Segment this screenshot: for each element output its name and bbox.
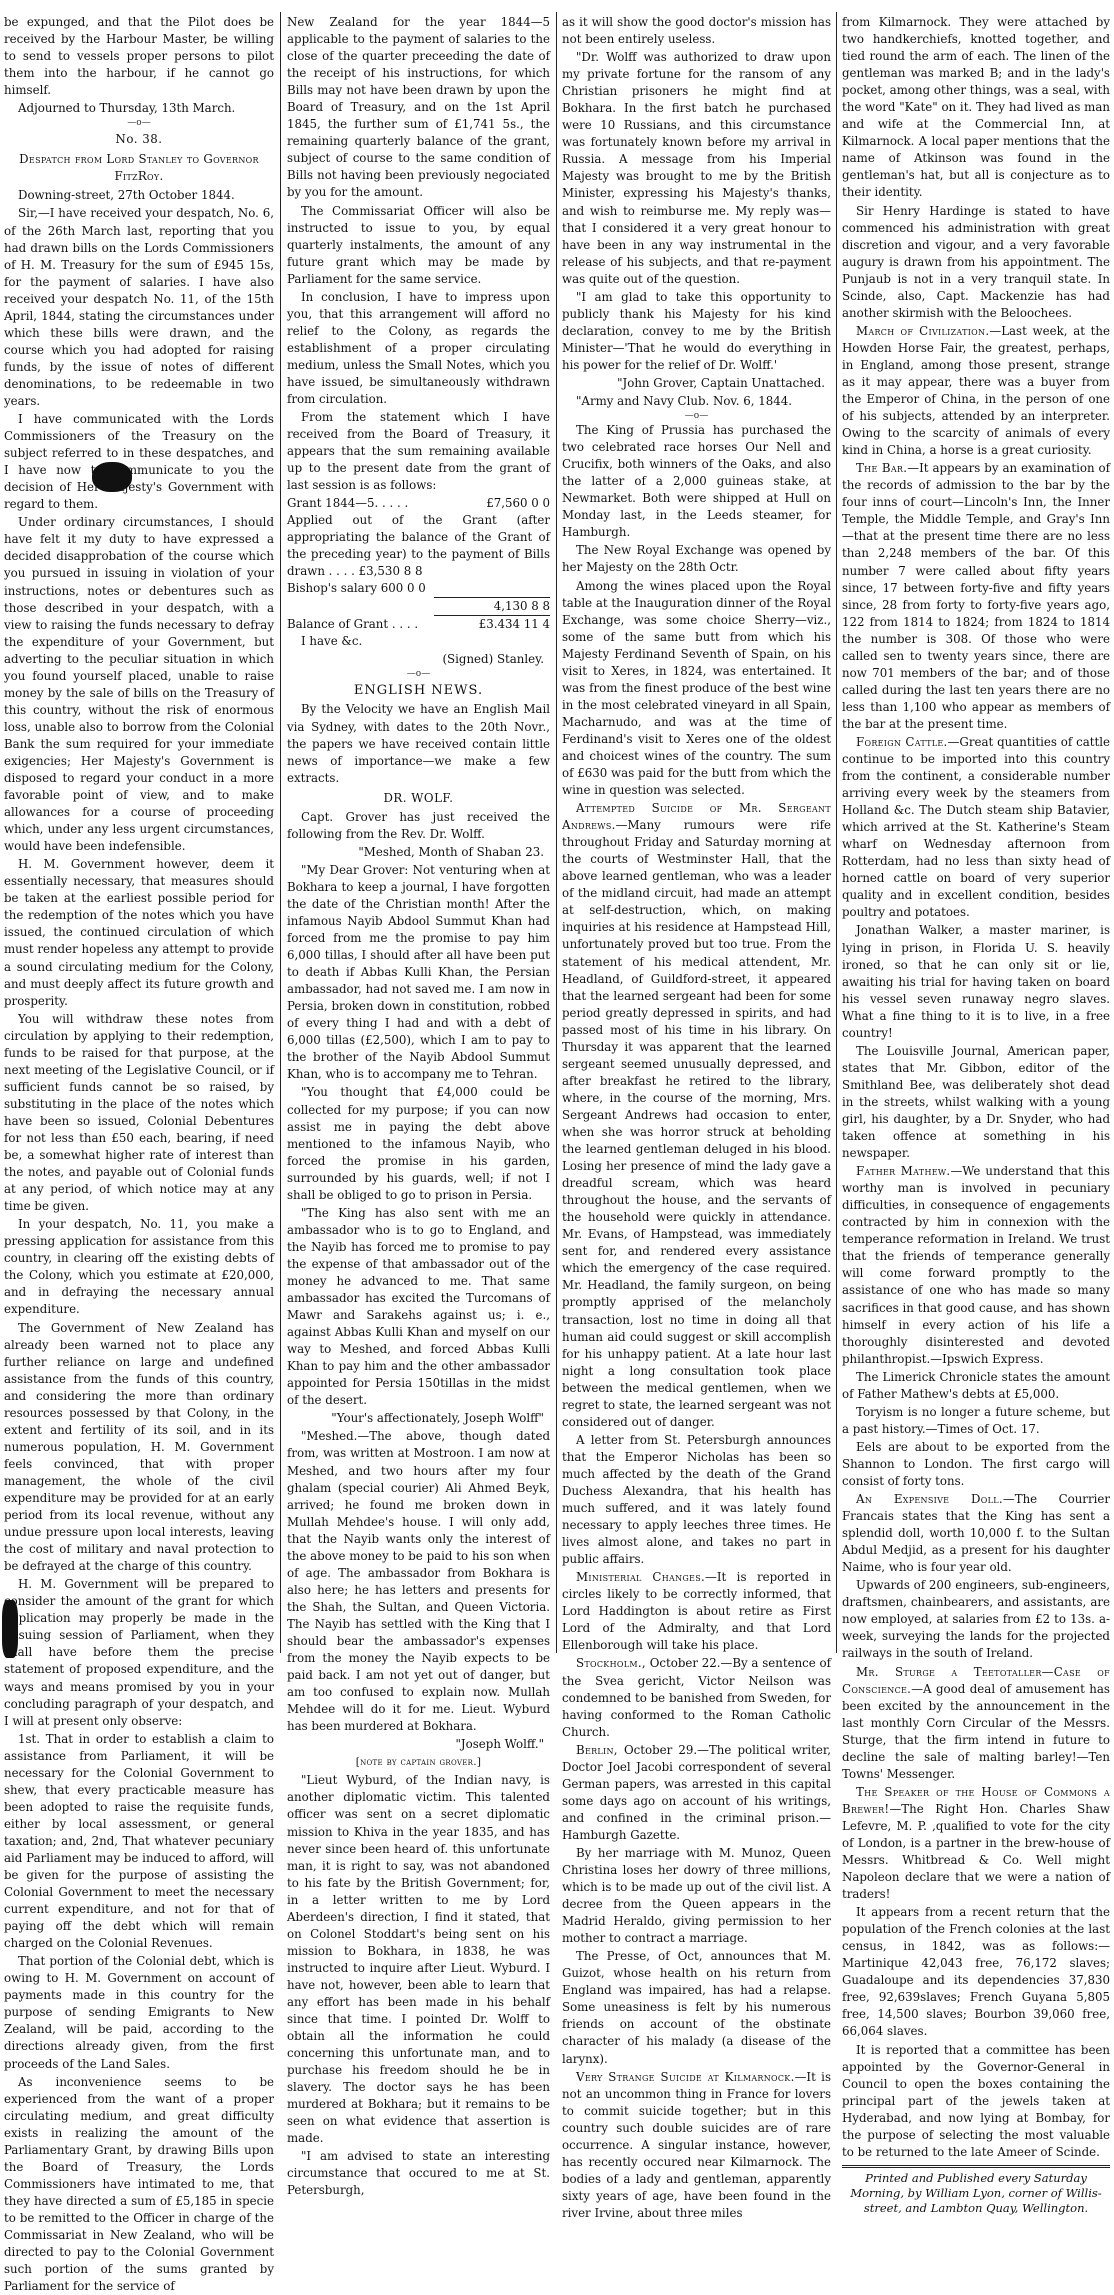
paragraph: Among the wines placed upon the Royal table at the Inauguration dinner of the Royal Exchange, was some choice Sherry—viz., some of the same butt from which his Majesty Ferdinand Seventh of Spain, on his visit to Xeres, in 1824, was entertained. It was from the finest produce of the best wine in the most celebrated vineyard in all Spain, Macharnudo, and was at the time of Ferdinand's visit to Xeres one of the oldest and choicest wines of the country. The sum of £630 was paid for the butt from which the wine in question was selected.	[562, 578, 831, 798]
item-number: No. 38.	[115, 132, 163, 147]
paragraph: "I am glad to take this opportunity to publicly thank his Majesty for his kind declaration, convey to me by the British Minister—'That he would do everything in his power for the relief of Dr. Wolff.'	[562, 289, 831, 372]
article-heading: Foreign Cattle.	[856, 734, 948, 749]
column-4	[842, 14, 1110, 2215]
article-heading: Very Strange Suicide at Kilmarnock.	[576, 2069, 795, 2084]
paragraph: That portion of the Colonial debt, which is owing to H. M. Government on account of payments made in this country for the purpose of sending Emigrants to New Zealand, will be paid, according to the directions already given, from the first proceeds of the Land Sales.	[4, 1954, 274, 2071]
paragraph	[562, 2069, 831, 2222]
article-body: October 29.—The political writer, Doctor Joel Jacobi correspondent of several German papers, was arrested in this capital some days ago on account of his writings, and confined in the criminal prison.—Hamburgh Gazette.	[562, 1742, 832, 1842]
paragraph: 1st. That in order to establish a claim to assistance from Parliament, it will be necessary for the Colonial Government to shew, that every practicable measure has been adopted to raise the requisite funds, either by local assessment, or general taxation; and, 2nd, That whatever pecuniary aid Parliament may be induced to afford, will be given for the purpose of assisting the Colonial Government to meet the necessary current expenditure, and not for that of paying off the debt which will remain charged on the Colonial Revenues.	[4, 1731, 274, 1951]
paragraph: from Kilmarnock. They were attached by two handkerchiefs, knotted together, and tied round the arm of each. The linen of the gentleman was marked B; and in the lady's pocket, among other things, was a seal, with the word "Kate" on it. They had lived as man and wife at the Commercial Inn, at Kilmarnock. A local paper mentions that the name of Atkinson was found in the gentleman's hat, but all is conjecture as to their identity.	[842, 15, 1110, 200]
separator: —o—	[406, 669, 431, 680]
column-rule	[280, 12, 281, 1653]
note-heading: [note by captain grover.]	[355, 1756, 482, 1769]
article-heading: Stockholm.,	[576, 1656, 646, 1671]
paragraph	[842, 1163, 1110, 1368]
paragraph: "I am advised to state an interesting circumstance that occured to me at St. Petersburgh,	[287, 2149, 550, 2198]
paragraph: The Presse, of Oct, announces that M. Guizot, whose health on his return from England was impaired, has had a relapse. Some uneasiness is felt by his numerous friends on account of the obstinate character of his malady (a disease of the larynx).	[562, 1949, 831, 2066]
account-label: Bishop's salary 600 0 0	[287, 581, 426, 596]
column-3	[562, 14, 832, 2220]
paragraph: The New Royal Exchange was opened by her Majesty on the 28th Octr.	[562, 543, 831, 575]
article-body: —Last week, at the Howden Horse Fair, the greatest, perhaps, in England, among those present, strange as it may appear, there was a buyer from the Emperor of China, in the person of one of his subjects, attended by an interpreter. Owing to the scarcity of animals of every kind in China, a horse is a great curiosity.	[842, 323, 1110, 458]
paragraph	[842, 1784, 1110, 1903]
signature: "John Grover, Captain Unattached.	[617, 375, 825, 390]
paragraph	[842, 1491, 1110, 1576]
article-heading: Ministerial Changes.	[576, 1570, 706, 1585]
account-label: Applied out of the Grant (after appropriating the balance of the Grant of the preceding year) to the payment of Bills drawn . . . . £3,530 8 8	[287, 513, 550, 579]
paragraph: New Zealand for the year 1844—5 applicable to the payment of salaries to the close of the quarter preceeding the date of the receipt of his instructions, for which Bills may not have been drawn by upon the Board of Treasury, and on the 1st April 1845, the further sum of £1,741 5s., the remaining quarterly balance of the grant, subject of course to the same condition of Bills not having been previously negociated by you for the amount.	[287, 15, 550, 200]
article-body: —It is not an uncommon thing in France for lovers to commit suicide together; but in this country such double suicides are of rare occurrence. A singular instance, however, has recently occured near Kilmarnock. The bodies of a lady and gentleman, apparently sixty years of age, have been found in the river Irvine, about three miles	[562, 2069, 831, 2220]
article-heading: March of Civilization.	[856, 323, 990, 338]
paragraph: Sir Henry Hardinge is stated to have commenced his administration with great discretion and vigour, and a very favorable augury is drawn from his appointment. The Punjaub is not in a very tranquil state. In Scinde, also, Capt. Mackenzie has had another skirmish with the Beloochees.	[842, 203, 1110, 320]
article-body: —The Right Hon. Charles Shaw Lefevre, M. P. ,qualified to vote for the city of London, is a partner in the brew-house of Messrs. Whitbread & Co. Well might Napoleon declare that we were a nation of traders!	[842, 1801, 1110, 1902]
account-label: Grant 1844—5. . . . .	[287, 496, 409, 511]
article-heading: Attempted Suicide of Mr. Sergeant Andrews.	[562, 801, 831, 833]
paragraph	[562, 1569, 831, 1654]
paragraph: "Meshed.—The above, though dated from, was written at Mostroon. I am now at Meshed, and two hours after my four ghalam (special courier) Ali Ahmed Beyk, arrived; he found me broken down in Mullah Mehdee's house. I will only add, that the Nayib wants only the interest of the above money to be paid to his son when of age. The ambassador from Bokhara is also here; he has letters and presents for the Shah, the Sultan, and Queen Victoria. The Nayib has settled with the King that I should bear the ambassador's expenses from the money the Nayib expects to be paid back. I am not yet out of danger, but am too confused to explain now. Mullah Mehdee will do it for me. Lieut. Wyburd has been murdered at Bokhara.	[287, 1429, 550, 1734]
paragraph: The Limerick Chronicle states the amount of Father Mathew's debts at £5,000.	[842, 1369, 1110, 1401]
paragraph: Jonathan Walker, a master mariner, is lying in prison, in Florida U. S. heavily ironed, so that he can only sit or lie, awaiting his trial for having taken on board his vessel seven runaway negro slaves. What a fine thing to it is to live, in a free country!	[842, 923, 1110, 1040]
paragraph: "Dr. Wolff was authorized to draw upon my private fortune for the ransom of any Christian prisoners he might find at Bokhara. In the first batch he purchased were 10 Russians, and this circumstance was fortunately known before my arrival in Russia. A message from his Imperial Majesty was brought to me by the British Minister, expressing his Majesty's thanks, and wish to reimburse me. My reply was—that I considered it a very great honour to have been in any way instrumental in the release of his subjects, and that re-payment was quite out of the question.	[562, 50, 831, 286]
article-body: —A good deal of amusement has been excited by the announcement in the last monthly Corn Circular of the Messrs. Sturge, that the firm intend in future to decline the sale of malting barley!—Ten Towns' Messenger.	[842, 1681, 1110, 1781]
paragraph: I have communicated with the Lords Commissioners of the Treasury on the subject referred to in these despatches, and I have now to communicate to you the decision of Her Majesty's Government with regard to them.	[4, 412, 274, 512]
dateline: "Army and Navy Club. Nov. 6, 1844.	[576, 394, 792, 409]
paragraph: as it will show the good doctor's mission has not been entirely useless.	[562, 15, 831, 47]
signature: "Your's affectionately, Joseph Wolff"	[331, 1411, 544, 1426]
account-amount: 4,130 8 8	[434, 598, 550, 616]
account-amount: £7,560 0 0	[486, 496, 550, 511]
paragraph: Eels are about to be exported from the Shannon to London. The first cargo will consist of forty tons.	[842, 1439, 1110, 1488]
paragraph	[562, 1742, 831, 1844]
paragraph: The Commissariat Officer will also be instructed to issue to you, by equal quarterly instalments, the amount of any future grant which may be made by Parliament for the same service.	[287, 203, 550, 286]
paragraph: be expunged, and that the Pilot does be received by the Harbour Master, be willing to send to vessels proper persons to pilot them into the harbour, if he cannot go himself.	[4, 15, 274, 98]
paragraph: By her marriage with M. Munoz, Queen Christina loses her dowry of three millions, which is to be made up out of the civil list. A decree from the Queen appears in the Madrid Heraldo, giving permission to her mother to contract a marriage.	[562, 1845, 831, 1946]
article-heading: Father Mathew.	[856, 1164, 951, 1179]
dateline: Downing-street, 27th October 1844.	[18, 188, 235, 203]
paragraph: Upwards of 200 engineers, sub-engineers, draftsmen, chainbearers, and assistants, are now employed, at salaries from £2 to 13s. a-week, surveying the lands for the projected railways in the south of Ireland.	[842, 1578, 1110, 1661]
paragraph: As inconvenience seems to be experienced from the want of a proper circulating medium, and great difficulty exists in realizing the amount of the Parliamentary Grant, by drawing Bills upon the Board of Treasury, the Lords Commissioners have intimated to me, that they have directed a sum of £5,185 in specie to be remitted to the Officer in charge of the Commissariat in New Zealand, who will be directed to pay to the Colonial Government such portion of the sums granted by Parliament for the service of	[4, 2074, 274, 2294]
paragraph: The Louisville Journal, American paper, states that Mr. Gibbon, editor of the Smithland Bee, was deliberately shot dead in the streets, whilst walking with a young girl, his daughter, by a Dr. Snyder, who had taken offence at something in his newspaper.	[842, 1043, 1110, 1161]
dateline: "Meshed, Month of Shaban 23.	[358, 844, 544, 859]
article-heading: DR. WOLF.	[383, 790, 454, 805]
signature: "Joseph Wolff."	[455, 1737, 544, 1752]
paragraph: "My Dear Grover: Not venturing when at Bokhara to keep a journal, I have forgotten the date of the Christian month! After the infamous Nayib Abdool Summut Khan had forced from me the promise to pay him 6,000 tillas, I should after all have been put to death if Abbas Kulli Khan, the Persian ambassador, had not saved me. I am now in Persia, broken down in constitution, robbed of every thing I had and with a debt of 6,000 tillas (£2,500), which I am to pay to the brother of the Nayib Abdool Summut Khan, who is to accompany me to Tehran.	[287, 862, 550, 1082]
account-label: Balance of Grant . . . .	[287, 616, 419, 631]
article-body: —It is reported in circles likely to be correctly informed, that Lord Haddington is about retire as First Lord of the Admiralty, and that Lord Ellenborough will take his place.	[562, 1570, 831, 1653]
paragraph	[562, 1655, 831, 1740]
section-heading: Despatch from Lord Stanley to Governor FitzRoy.	[19, 152, 259, 184]
paragraph: The Government of New Zealand has already been warned not to place any further reliance on large and undefined assistance from the funds of this country, and considering the more than ordinary resources possessed by that Colony, in the extent and fertility of its soil, and in its numerous population, H. M. Government feels convinced, that with proper management, the whole of the civil expenditure may be provided for at an early period from its local revenue, without any undue pressure upon local interests, leaving the cost of military and naval protection to be defrayed at the charge of this country.	[4, 1320, 274, 1574]
paragraph	[842, 734, 1110, 922]
paragraph: H. M. Government will be prepared to consider the amount of the grant for which application may properly be made in the ensuing session of Parliament, when they shall have before them the precise statement of proposed expenditure, and the ways and means promised by you in your concluding paragraph of your despatch, and I will at present only observe:	[4, 1577, 274, 1728]
paragraph: It appears from a recent return that the population of the French colonies at the last census, in 1842, was as follows:—Martinique 42,043 free, 76,172 slaves; Guadaloupe and its dependencies 37,830 free, 92,639slaves; French Guyana 5,805 free, 14,500 slaves; Bourbon 39,060 free, 66,064 slaves.	[842, 1905, 1110, 2039]
paragraph: In your despatch, No. 11, you make a pressing application for assistance from this country, in clearing off the existing debts of the Colony, which you estimate at £20,000, and in defraying the necessary annual expenditure.	[4, 1217, 274, 1317]
paragraph: "Lieut Wyburd, of the Indian navy, is another diplomatic victim. This talented officer was sent on a secret diplomatic mission to Khiva in the year 1835, and has never since been heard of. this unfortunate man, it is right to say, was not abandoned to his fate by the British Government; for, in a letter written to me by Lord Aberdeen's direction, I find it stated, that on Colonel Stoddart's being sent on his mission to Bokhara, in 1838, he was instructed to inquire after Lieut. Wyburd. I have not, however, been able to learn that any effort has been made in his behalf since that time. I pointed Dr. Wolff to obtain all the information he could concerning this unfortunate man, and to purchase his freedom should he be in slavery. The doctor says he has been murdered at Bokhara; but it remains to be seen on what evidence that assertion is made.	[287, 1773, 550, 2146]
publisher-imprint: Printed and Published every Saturday Morning, by William Lyon, corner of Willis-street, and Lambton Quay, Wellington.	[842, 2165, 1110, 2216]
paragraph: "The King has also sent with me an ambassador who is to go to England, and the Nayib has forced me to promise to pay the expense of that ambassador out of the money he advanced to me. That same ambassador has excited the Turcomans of Mawr and Sarakehs against us; i. e., against Abbas Kulli Khan and myself on our way to Meshed, and forced Abbas Kulli Khan to pay him and the other ambassador appointed for Persia 150tillas in the midst of the desert.	[287, 1205, 550, 1408]
article-body: October 22.—By a sentence of the Svea gericht, Victor Neilson was condemned to be banished from Sweden, for having conformed to the Roman Catholic Church.	[562, 1656, 832, 1739]
signature: (Signed) Stanley.	[442, 652, 544, 667]
article-heading: Mr. Sturge a Teetotaller—Case of Conscience.	[842, 1664, 1110, 1696]
paragraph	[562, 800, 831, 1431]
paragraph: In conclusion, I have to impress upon you, that this arrangement will afford no relief to the Colony, as regards the establishment of a proper circulating medium, unless the Small Notes, which you have issued, be simultaneously withdrawn from circulation.	[287, 289, 550, 407]
column-1	[4, 14, 274, 2294]
paragraph: Sir,—I have received your despatch, No. 6, of the 26th March last, reporting that you had drawn bills on the Lords Commissioners of H. M. Treasury for the sum of £945 15s, for the payment of salaries. I have also received your despatch No. 11, of the 15th April, 1844, stating the circumstances under which these bills were drawn, and the course which you had adopted for raising funds, by the issue of notes of different denominations, to be redeemable in two years.	[4, 206, 274, 408]
paragraph: It is reported that a committee has been appointed by the Governor-General in Council to open the boxes containing the principal part of the jewels taken at Hyderabad, and now lying at Bombay, for the purpose of selecting the most valuable to be returned to the late Ameer of Scinde.	[842, 2042, 1110, 2159]
column-2	[287, 14, 550, 2198]
paragraph: Toryism is no longer a future scheme, but a past history.—Times of Oct. 17.	[842, 1404, 1110, 1436]
paragraph: Capt. Grover has just received the following from the Rev. Dr. Wolff.	[287, 809, 550, 841]
account-amount: £3.434 11 4	[434, 616, 550, 634]
column-rule	[556, 12, 557, 1653]
paragraph: "You thought that £4,000 could be collected for my purpose; if you can now assist me in paying the debt above mentioned to the infamous Nayib, who forced the promise in his garden, surrounded by his guards, well; if not I shall be obliged to go to prison in Persia.	[287, 1085, 550, 1202]
article-body: —Great quantities of cattle continue to be imported into this country from the continent, a considerable number arriving every week by the steamers from Holland &c. The Dutch steam ship Batavier, which arrived at the St. Katherine's Steam wharf on Wednesday afternoon from Rotterdam, had no less than sixty head of horned cattle on board of very superior quality and in excellent condition, besides poultry and potatoes.	[842, 734, 1110, 920]
separator: —o—	[127, 118, 151, 129]
paragraph: The King of Prussia has purchased the two celebrated race horses Our Nell and Crucifix, both winners of the Oaks, and also the latter of a 2,000 guineas stake, at Newmarket. Both were shipped at Hull on Monday last, in the Leeds steamer, for Hamburgh.	[562, 423, 831, 540]
paragraph: From the statement which I have received from the Board of Treasury, it appears that the sum remaining available up to the present date from the grant of last session is as follows:	[287, 410, 550, 493]
paragraph	[842, 1664, 1110, 1783]
column-rule	[836, 12, 837, 1653]
article-body: —It appears by an examination of the records of admission to the bar by the four inns of court—Lincoln's Inn, the Inner Temple, the Middle Temple, and Gray's Inn—that at the present time there are no less than 2,248 members of the bar. Of this number 7 were called about fifty years since, 17 between forty-five and fifty years since, 28 from forty to forty-five years ago, 122 from 1814 to 1824; from 1824 to 1814 the number is 308. Of those who were called sen to twenty years since, there are now 701 members of the bar; and of those called during the last ten years there are no less than 1,100 who appear as members of the bar at the present time.	[842, 461, 1110, 731]
separator: —o—	[684, 411, 709, 422]
article-body: —We understand that this worthy man is involved in pecuniary difficulties, in consequence of engagements contracted by him in connexion with the temperance reformation in Ireland. We trust that the friends of temperance generally will come forward promptly to the assistance of one who has made so many sacrifices in that good cause, and has shown himself in every action of his life a thoroughly disinterested and devoted philanthropist.—Ipswich Express.	[842, 1164, 1110, 1366]
paragraph	[842, 460, 1110, 733]
paragraph: Under ordinary circumstances, I should have felt it my duty to have expressed a decided disapprobation of the course which you pursued in issuing in violation of your instructions, notes or debentures such as those described in your despatch, with a view to raising the funds necessary to defray the expenditure of your Government, but adverting to the peculiar situation in which you found yourself placed, unable to raise money by the sale of bills on the Treasury of this country, without the risk of enormous loss, unable also to borrow from the Colonial Bank the sum required for your immediate exigencies; Her Majesty's Government is disposed to regard your conduct in a more favorable point of view, and to make allowances for a course of proceeding which, under any less urgent circumstances, would have been indefensible.	[4, 515, 274, 854]
paragraph: By the Velocity we have an English Mail via Sydney, with dates to the 20th Novr., the papers we have received contain little news of importance—we make a few extracts.	[287, 702, 550, 785]
paragraph	[842, 323, 1110, 459]
paragraph: H. M. Government however, deem it essentially necessary, that measures should be taken at the earliest possible period for the redemption of the notes which you have issued, the continued circulation of which must render hopeless any attempt to provide a sound circulating medium for the Colony, and must deeply affect its future growth and prosperity.	[4, 857, 274, 1008]
paragraph: Adjourned to Thursday, 13th March.	[18, 101, 236, 116]
paragraph: A letter from St. Petersburgh announces that the Emperor Nicholas has been so much affected by the death of the Grand Duchess Alexandra, that his health has much suffered, and it was lately found necessary to apply leeches three times. He lives almost alone, and takes no part in public affairs.	[562, 1432, 831, 1567]
article-body: —The Courrier Francais states that the King has sent a splendid doll, worth 10,000 f. to the Sultan Abdul Medjid, as a present for his daughter Naime, who is four year old.	[842, 1492, 1110, 1575]
closing: I have &c.	[301, 634, 363, 649]
paragraph: You will withdraw these notes from circulation by applying to their redemption, funds to be raised for that purpose, at the next meeting of the Legislative Council, or if sufficient funds cannot be so raised, by substituting in the place of the notes which have been so issued, Colonial Debentures for not less than £50 each, bearing, if need be, a somewhat higher rate of interest than the notes, and payable out of Colonial funds at any period, of which notice may at any time be given.	[4, 1011, 274, 1214]
article-body: —Many rumours were rife throughout Friday and Saturday morning at the courts of Westminster Hall, that the above learned gentleman, who was a leader of the midland circuit, had made an attempt at self-destruction, which, on making inquiries at his residence at Hampstead Hill, unfortunately proved but too true. From the statement of his medical attendent, Mr. Headland, of Guildford-street, it appeared that the learned sergeant had been for some period greatly depressed in spirits, and had passed most of his time in his library. On Thursday it was apparent that the learned sergeant seemed unusually depressed, and after breakfast he retired to the library, where, in the course of the morning, Mrs. Sergeant Andrews had occasion to enter, when she was horror struck at beholding the learned gentleman deluged in his blood. Losing her presence of mind the lady gave a dreadful scream, which was heard throughout the house, and the servants of the household were quickly in attendance. Mr. Evans, of Hampstead, was immediately sent for, and rendered every assistance which the emergency of the case required. Mr. Headland, the family surgeon, on being promptly apprised of the melancholy transaction, lost no time in doing all that human aid could suggest or skill accomplish for his unhappy patient. At a late hour last night a long consultation took place between the medical gentlemen, when we regret to state, the learned sergeant was not considered out of danger.	[562, 818, 832, 1429]
article-heading: The Speaker of the House of Commons a Brewer!	[842, 1784, 1110, 1816]
article-heading: The Bar.	[856, 461, 908, 476]
article-heading: Berlin,	[576, 1742, 618, 1757]
article-heading: An Expensive Doll.	[856, 1492, 1003, 1507]
grant-account-table	[287, 495, 550, 633]
section-heading: ENGLISH NEWS.	[353, 683, 484, 699]
